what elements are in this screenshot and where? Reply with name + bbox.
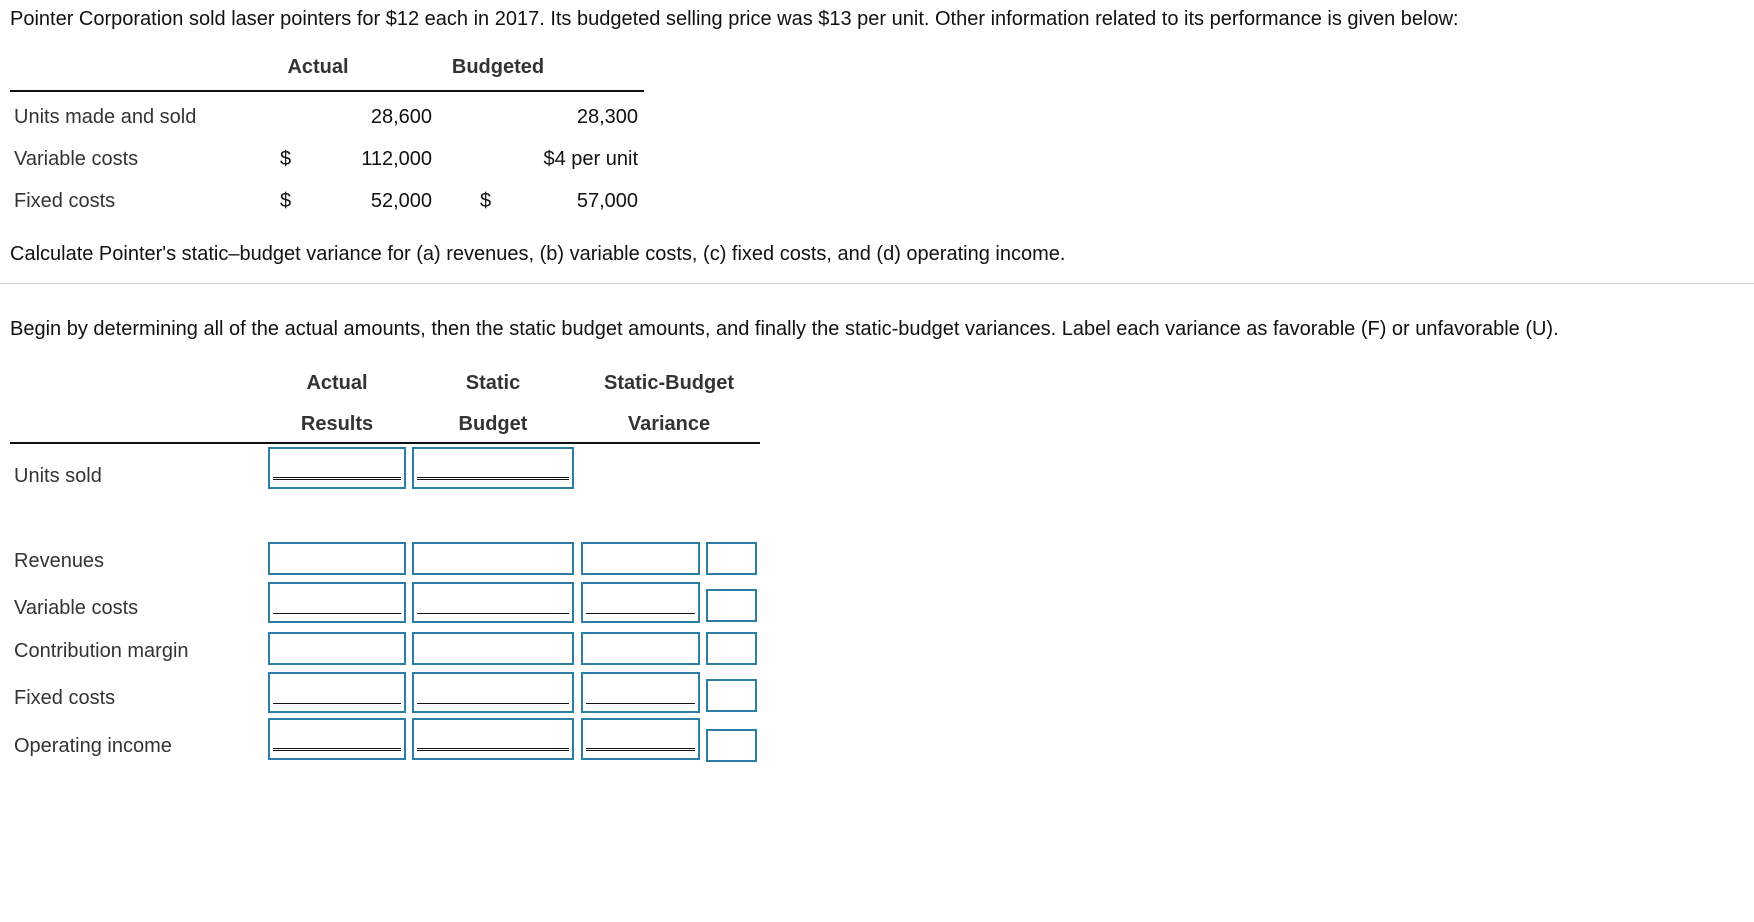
given-actual-fixed-costs: 52,000 bbox=[370, 190, 432, 212]
row-label-contribution-margin: Contribution margin bbox=[14, 640, 189, 662]
operating-income-fu-select[interactable] bbox=[706, 729, 757, 762]
given-budget-fixed-costs-sign: $ bbox=[480, 190, 492, 212]
given-actual-variable-costs: 112,000 bbox=[361, 148, 432, 170]
given-budget-fixed-costs: 57,000 bbox=[576, 190, 638, 212]
given-header-budgeted: Budgeted bbox=[451, 56, 545, 78]
col-header-variance-1: Static-Budget bbox=[604, 372, 734, 394]
row-label-variable-costs: Variable costs bbox=[14, 597, 139, 619]
row-label-revenues: Revenues bbox=[14, 550, 105, 572]
problem-intro: Pointer Corporation sold laser pointers for $12 each in 2017. Its budgeted selling price was $13 per unit. Other information related to its performance is given below: bbox=[10, 8, 1459, 30]
given-budget-variable-costs: $4 per unit bbox=[543, 148, 638, 170]
variable-costs-actual-input[interactable] bbox=[268, 582, 406, 623]
given-row-label-variable-costs: Variable costs bbox=[14, 148, 139, 170]
revenues-variance-input[interactable] bbox=[581, 542, 700, 575]
fixed-costs-actual-input[interactable] bbox=[268, 672, 406, 713]
given-actual-variable-costs-sign: $ bbox=[280, 148, 292, 170]
question-text: Calculate Pointer's static–budget variance for (a) revenues, (b) variable costs, (c) fixed costs, and (d) operating income. bbox=[10, 243, 1066, 265]
col-header-static-1: Static bbox=[465, 372, 521, 394]
contribution-margin-fu-select[interactable] bbox=[706, 632, 757, 665]
revenues-fu-select[interactable] bbox=[706, 542, 757, 575]
row-label-fixed-costs: Fixed costs bbox=[14, 687, 116, 709]
col-header-static-2: Budget bbox=[458, 413, 528, 435]
revenues-actual-input[interactable] bbox=[268, 542, 406, 575]
given-budget-units: 28,300 bbox=[576, 106, 638, 128]
row-label-units-sold: Units sold bbox=[14, 465, 102, 487]
variable-costs-static-input[interactable] bbox=[412, 582, 574, 623]
contribution-margin-static-input[interactable] bbox=[412, 632, 574, 665]
variable-costs-fu-select[interactable] bbox=[706, 589, 757, 622]
section-divider bbox=[0, 283, 1754, 284]
variable-costs-variance-input[interactable] bbox=[581, 582, 700, 623]
answer-header-rule bbox=[10, 442, 760, 444]
operating-income-variance-input[interactable] bbox=[581, 718, 700, 760]
given-actual-units: 28,600 bbox=[370, 106, 432, 128]
fixed-costs-fu-select[interactable] bbox=[706, 679, 757, 712]
col-header-actual-2: Results bbox=[300, 413, 374, 435]
col-header-variance-2: Variance bbox=[627, 413, 711, 435]
units-sold-static-input[interactable] bbox=[412, 447, 574, 489]
instructions-text: Begin by determining all of the actual amounts, then the static budget amounts, and finally the static-budget variances. Label each variance as favorable (F) or unfavorable (U). bbox=[10, 318, 1559, 340]
col-header-actual-1: Actual bbox=[306, 372, 368, 394]
given-header-actual: Actual bbox=[287, 56, 349, 78]
row-label-operating-income: Operating income bbox=[14, 735, 172, 757]
operating-income-static-input[interactable] bbox=[412, 718, 574, 760]
given-actual-fixed-costs-sign: $ bbox=[280, 190, 292, 212]
given-row-label-fixed-costs: Fixed costs bbox=[14, 190, 116, 212]
contribution-margin-variance-input[interactable] bbox=[581, 632, 700, 665]
fixed-costs-static-input[interactable] bbox=[412, 672, 574, 713]
given-header-rule bbox=[10, 90, 644, 92]
contribution-margin-actual-input[interactable] bbox=[268, 632, 406, 665]
fixed-costs-variance-input[interactable] bbox=[581, 672, 700, 713]
units-sold-actual-input[interactable] bbox=[268, 447, 406, 489]
operating-income-actual-input[interactable] bbox=[268, 718, 406, 760]
revenues-static-input[interactable] bbox=[412, 542, 574, 575]
given-row-label-units: Units made and sold bbox=[14, 106, 197, 128]
